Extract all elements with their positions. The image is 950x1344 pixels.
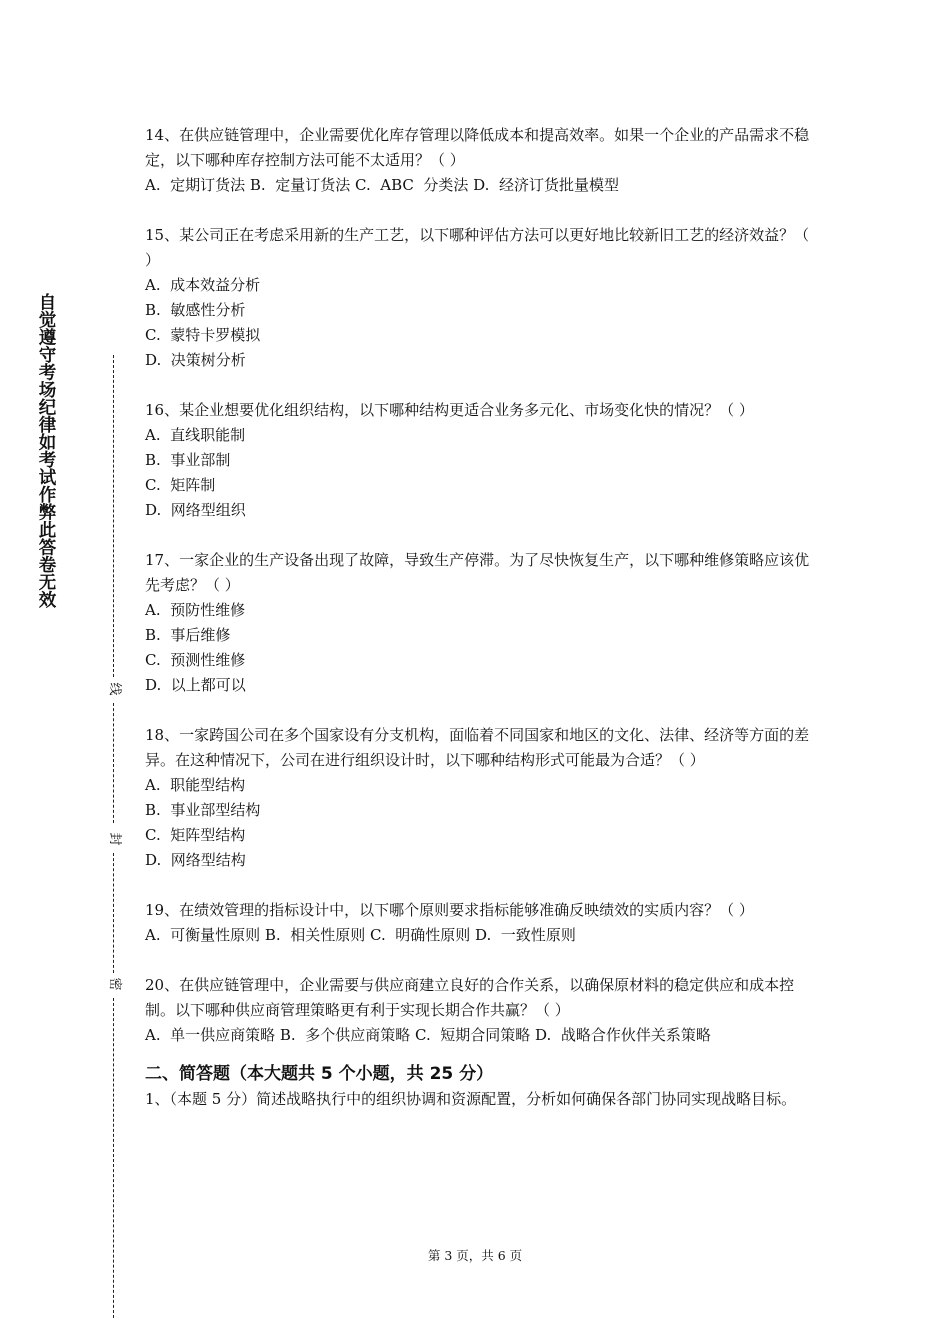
binding-line-top: [113, 355, 114, 677]
option-a: A. 直线职能制: [145, 426, 246, 444]
option-d: D. 决策树分析: [145, 351, 246, 369]
option-a: A. 预防性维修: [145, 601, 246, 619]
question-14: [145, 123, 815, 198]
binding-line-mid-1: [113, 703, 114, 823]
question-18: [145, 723, 815, 873]
option-d: D. 网络型组织: [145, 501, 246, 519]
seal-mark-secret: 密: [107, 977, 122, 991]
question-stem: 16、某企业想要优化组织结构，以下哪种结构更适合业务多元化、市场变化快的情况？（ ）: [145, 401, 754, 419]
option-d: D. 以上都可以: [145, 676, 246, 694]
option-b: B. 事业部制: [145, 451, 231, 469]
seal-mark-seal: 封: [107, 832, 122, 846]
question-options: A. 单一供应商策略 B. 多个供应商策略 C. 短期合同策略 D. 战略合作伙伴关系策略: [145, 1026, 711, 1044]
question-stem: 20、在供应链管理中，企业需要与供应商建立良好的合作关系，以确保原材料的稳定供应和成本控制。以下哪种供应商管理策略更有利于实现长期合作共赢？（ ）: [145, 976, 795, 1019]
question-options: A. 定期订货法 B. 定量订货法 C. ABC 分类法 D. 经济订货批量模型: [145, 176, 619, 194]
question-20: [145, 973, 815, 1048]
option-b: B. 事后维修: [145, 626, 231, 644]
option-c: C. 矩阵制: [145, 476, 216, 494]
option-d: D. 网络型结构: [145, 851, 246, 869]
option-a: A. 成本效益分析: [145, 276, 261, 294]
option-c: C. 预测性维修: [145, 651, 246, 669]
option-c: C. 蒙特卡罗模拟: [145, 326, 261, 344]
binding-line-mid-2: [113, 853, 114, 973]
option-c: C. 矩阵型结构: [145, 826, 246, 844]
binding-line-bottom: [113, 998, 114, 1318]
exam-content: [145, 123, 815, 1112]
option-b: B. 事业部型结构: [145, 801, 261, 819]
question-16: [145, 398, 815, 523]
section-title-short-answer: 二、简答题（本大题共 5 个小题，共 25 分）: [145, 1064, 494, 1084]
short-answer-question-1: 1、（本题 5 分）简述战略执行中的组织协调和资源配置，分析如何确保各部门协同实现战略目标。: [145, 1090, 797, 1108]
option-a: A. 职能型结构: [145, 776, 246, 794]
question-19: [145, 898, 815, 948]
seal-mark-line: 线: [107, 682, 122, 696]
question-options: A. 可衡量性原则 B. 相关性原则 C. 明确性原则 D. 一致性原则: [145, 926, 576, 944]
question-stem: 15、某公司正在考虑采用新的生产工艺，以下哪种评估方法可以更好地比较新旧工艺的经济效益？（ ）: [145, 226, 810, 269]
question-15: [145, 223, 815, 373]
question-17: [145, 548, 815, 698]
question-stem: 18、一家跨国公司在多个国家设有分支机构，面临着不同国家和地区的文化、法律、经济等方面的差异。在这种情况下，公司在进行组织设计时，以下哪种结构形式可能最为合适？（ ）: [145, 726, 810, 769]
question-stem: 17、一家企业的生产设备出现了故障，导致生产停滞。为了尽快恢复生产，以下哪种维修策略应该优先考虑？（ ）: [145, 551, 810, 594]
question-stem: 14、在供应链管理中，企业需要优化库存管理以降低成本和提高效率。如果一个企业的产品需求不稳定，以下哪种库存控制方法可能不太适用？（ ）: [145, 126, 810, 169]
page-number: 第 3 页，共 6 页: [427, 1248, 523, 1263]
question-stem: 19、在绩效管理的指标设计中，以下哪个原则要求指标能够准确反映绩效的实质内容？（ ）: [145, 901, 754, 919]
option-b: B. 敏感性分析: [145, 301, 246, 319]
exam-discipline-warning: 自觉遵守考场纪律如考试作弊此答卷无效: [36, 293, 56, 608]
